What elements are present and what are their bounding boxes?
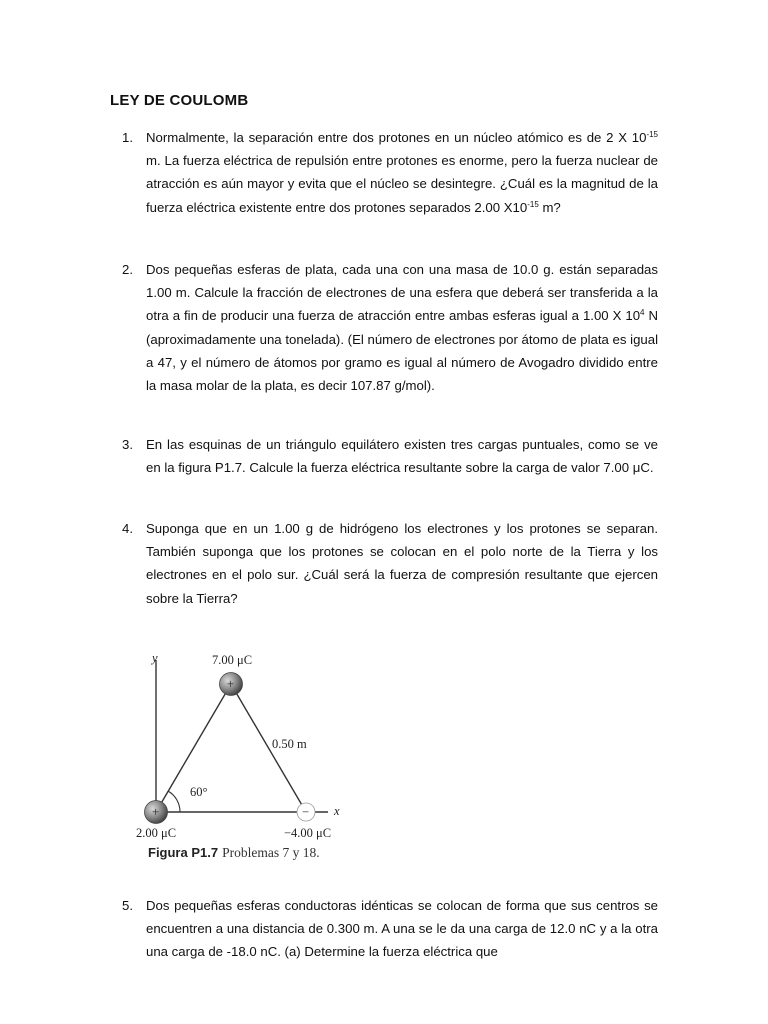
text-run: Dos pequeñas esferas conductoras idénticas se colocan de forma que sus centros se encuentren a una distancia de 0.300 m. A una se le da una carga de 12.0 nC y a la otra una carga de -18.0 nC. (a) Determine la fuerza eléctrica que (146, 898, 658, 960)
problem-3 (122, 433, 658, 479)
side-length-label: 0.50 m (272, 737, 307, 751)
text-run: m. La fuerza eléctrica de repulsión entre protones es enorme, pero la fuerza nuclear de atracción es aún mayor y evita que el núcleo se desintegre. ¿Cuál es la magnitud de la fuerza eléctrica existente entre dos protones separados 2.00 X10 (146, 153, 658, 215)
text-run: N (aproximadamente una tonelada). (El número de electrones por átomo de plata es igual a 47, y el número de átomos por gramo es igual al número de Avogadro dividido entre la masa molar de la plata, es decir 107.87 g/mol). (146, 308, 659, 394)
problem-1 (122, 126, 658, 219)
triangle-diagram (130, 640, 370, 845)
exponent: -15 (527, 199, 539, 209)
text-run: Suponga que en un 1.00 g de hidrógeno los electrones y los protones se separan. También suponga que los protones se colocan en el polo norte de la Tierra y los electrones en el polo sur. ¿Cuál será la fuerza de compresión resultante que ejercen sobre la Tierra? (146, 521, 658, 606)
problem-text (146, 433, 658, 479)
problem-number: 3. (122, 437, 133, 452)
problem-number: 4. (122, 521, 133, 536)
problem-4 (122, 517, 658, 610)
left-charge-sign: + (152, 805, 160, 819)
figure-caption-label: Figura P1.7 (148, 845, 219, 860)
figure-p1-7 (130, 640, 370, 870)
figure-caption-text: Problemas 7 y 18. (222, 845, 320, 860)
figure-caption (148, 845, 320, 861)
problem-2 (122, 258, 658, 397)
top-charge-label: 7.00 μC (212, 653, 253, 667)
exponent: -15 (646, 130, 658, 139)
problem-number: 5. (122, 898, 133, 913)
top-charge-sign: + (227, 677, 235, 691)
problem-text (146, 894, 658, 964)
text-run: Dos pequeñas esferas de plata, cada una con una masa de 10.0 g. están separadas 1.00 m. Calcule la fracción de electrones de una esfera que deberá ser transferida a la otra a fin de producir una fuerza de atracción entre ambas esferas igual a 1.00 X 10 (146, 262, 658, 324)
text-run: m? (538, 199, 561, 215)
text-run: En las esquinas de un triángulo equilátero existen tres cargas puntuales, como se ve en la figura P1.7. Calcule la fuerza eléctrica resultante sobre la carga de valor 7.00 μC. (146, 437, 658, 476)
problem-number: 2. (122, 262, 133, 277)
angle-label: 60° (190, 785, 208, 799)
x-axis-label: x (334, 804, 340, 818)
problem-text (146, 258, 658, 397)
problem-text (146, 126, 658, 219)
problem-number: 1. (122, 130, 133, 145)
left-charge-label: 2.00 μC (136, 826, 177, 840)
document-title: LEY DE COULOMB (110, 92, 249, 109)
exponent: 4 (640, 308, 645, 318)
problem-text (146, 517, 658, 610)
right-charge-label: −4.00 μC (284, 826, 332, 840)
angle-arc (168, 791, 180, 812)
problem-5 (122, 894, 658, 964)
y-axis-label: y (152, 651, 158, 665)
right-charge-sign: − (302, 805, 310, 819)
text-run: Normalmente, la separación entre dos protones en un núcleo atómico es de 2 X 10 (146, 130, 647, 145)
